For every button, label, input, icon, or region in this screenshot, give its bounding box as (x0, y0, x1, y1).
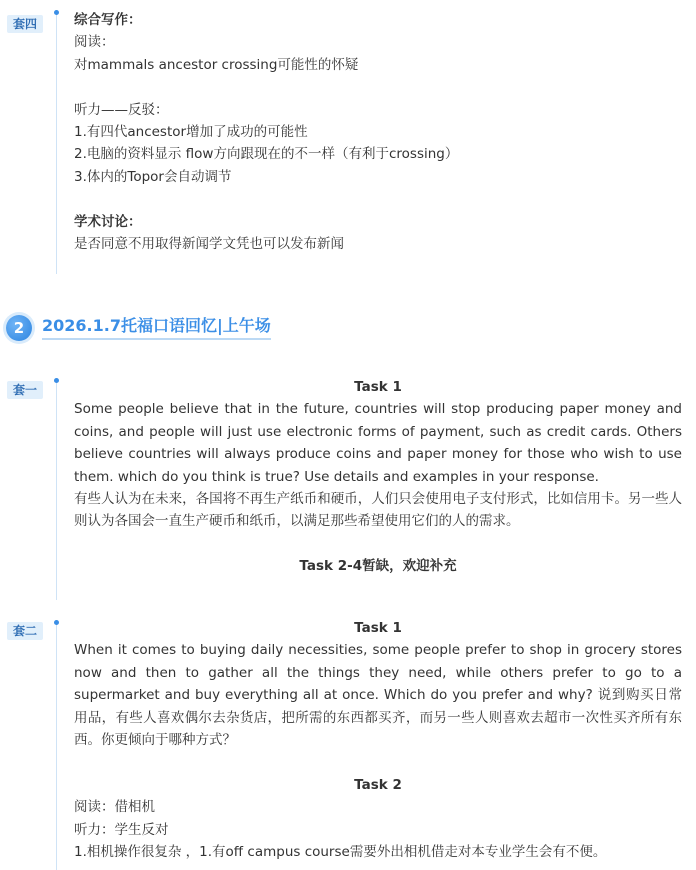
set1-task1-title: Task 1 (354, 379, 402, 395)
set-tag-2: 套二 (7, 622, 43, 640)
integrated-writing-title: 综合写作： (74, 12, 142, 28)
set1-content (74, 376, 682, 578)
listening-point-3: 3.体内的Topor会自动调节 (74, 168, 232, 185)
listening-point-1: 1.有四代ancestor增加了成功的可能性 (74, 124, 308, 141)
timeline-line-set1 (56, 380, 57, 600)
academic-discussion-title: 学术讨论： (74, 213, 142, 230)
set1-task1-chinese: 有些人认为在未来，各国将不再生产纸币和硬币，人们只会使用电子支付形式，比如信用卡。另一些人则认为各国会一直生产硬币和纸币，以满足那些希望使用它们的人的需求。 (74, 491, 682, 530)
timeline-line-set4 (56, 12, 57, 274)
set2-content (74, 617, 682, 863)
listening-point-2: 2.电脑的资料显示 flow方向跟现在的不一样（有利于crossing） (74, 146, 459, 163)
section-number-badge: 2 (6, 315, 32, 341)
set-tag-1: 套一 (7, 381, 43, 399)
timeline-dot-set4 (54, 10, 59, 15)
timeline-line-set2 (56, 622, 57, 870)
set2-task1-title: Task 1 (354, 620, 402, 636)
listening-title: 听力——反驳： (74, 101, 169, 118)
set2-task2-point-1: 1.相机操作很复杂 ，1.有off campus course需要外出相机借走对本专业学生会有不便。 (74, 844, 607, 861)
set1-task2-4-note: Task 2-4暂缺，欢迎补充 (299, 558, 457, 575)
reading-label: 阅读： (74, 34, 115, 51)
set4-content (74, 9, 682, 255)
set2-task1-text: When it comes to buying daily necessities, some people prefer to shop in grocery stores now and then to gather all the things they need, while others prefer to go to a supermarket and buy everything all at once. Which do you prefer and why? 说到购买日常用品，有些人喜欢偶尔去杂货店，把所需的东西都买齐，而另一些人则喜欢去超市一次性买齐所有东西。你更倾向于哪种方式？ (74, 642, 682, 749)
timeline-dot-set2 (54, 620, 59, 625)
set1-task1-english: Some people believe that in the future, countries will stop producing paper money and coins, and people will just use electronic forms of payment, such as credit cards. Others believe countries will always produce coins and paper money for those who wish to use them. which do you think is true? Use details and examples in your response. (74, 401, 682, 485)
timeline-dot-set1 (54, 378, 59, 383)
reading-text: 对mammals ancestor crossing可能性的怀疑 (74, 56, 359, 73)
set2-task2-reading: 阅读：借相机 (74, 799, 155, 816)
set2-task2-listening: 听力：学生反对 (74, 821, 169, 838)
section-header (6, 313, 271, 343)
set2-task2-title: Task 2 (354, 776, 402, 793)
section-title: 2026.1.7托福口语回忆|上午场 (42, 316, 271, 340)
academic-discussion-text: 是否同意不用取得新闻学文凭也可以发布新闻 (74, 236, 344, 253)
set-tag-4: 套四 (7, 15, 43, 33)
